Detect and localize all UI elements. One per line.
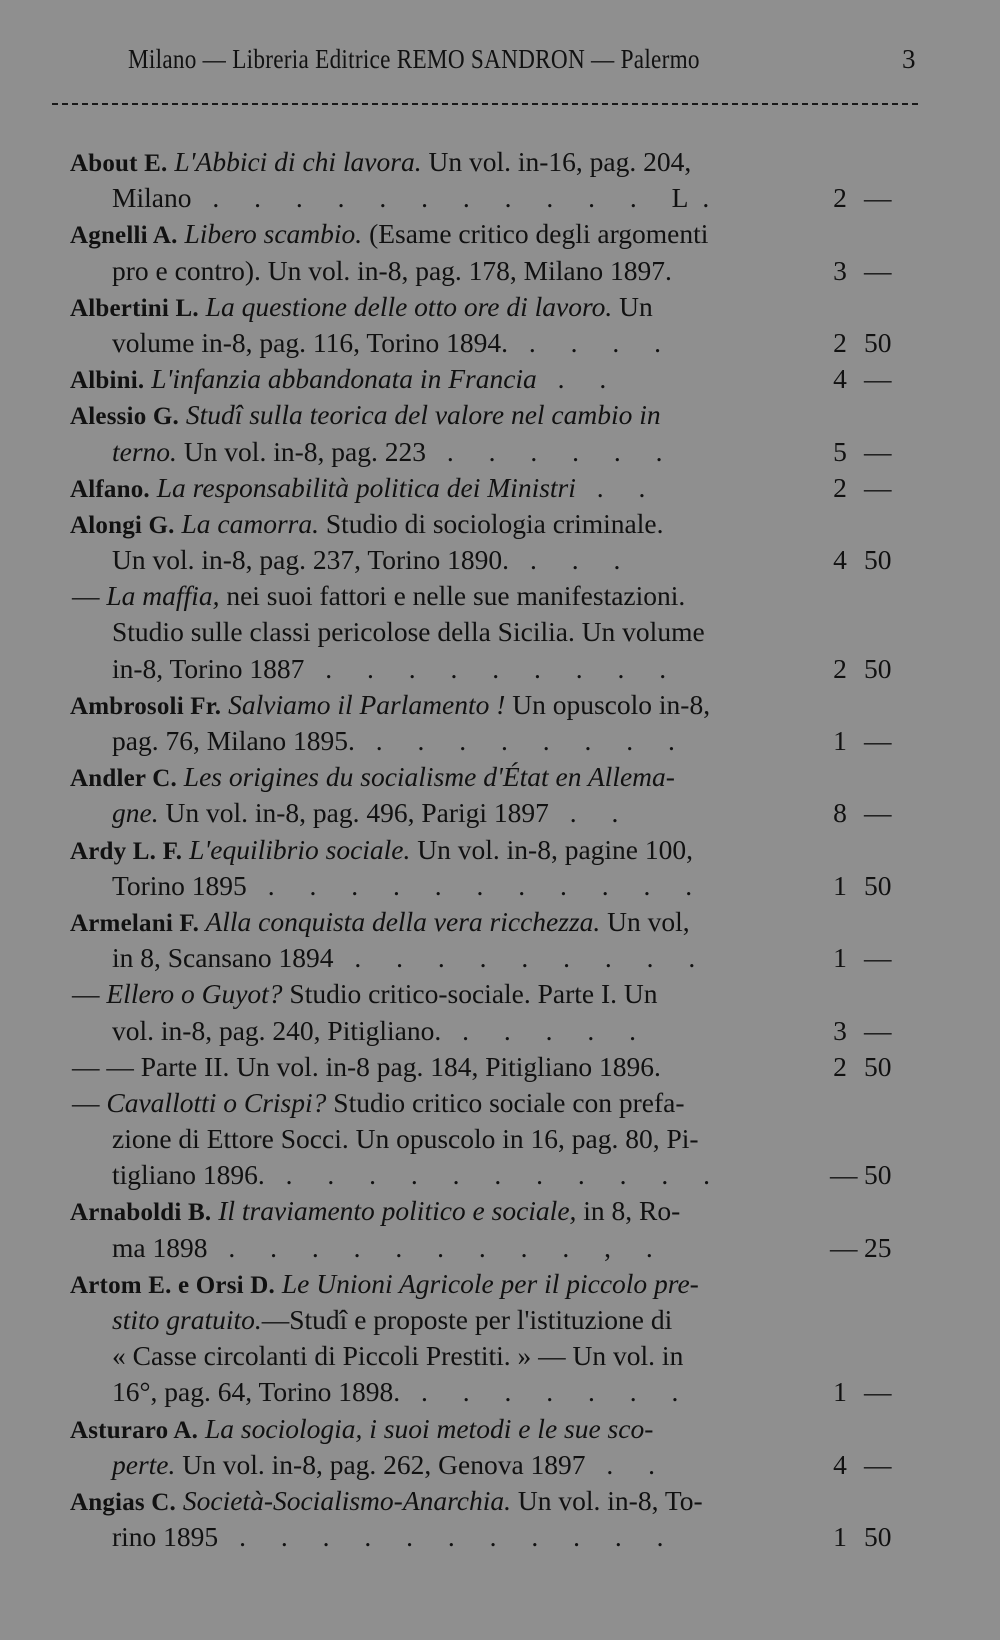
entry-text: in 8, Scansano 1894 [112,942,334,974]
book-title: La maffia, [106,580,220,612]
catalog-line [0,1304,1000,1340]
catalog-line [0,544,1000,580]
line-text [112,1376,692,1408]
line-text [72,978,658,1010]
book-title: La camorra. [174,507,319,539]
catalog-line [0,1485,1000,1521]
catalog-line [0,689,1000,725]
author-name: Alessio G. [70,403,179,431]
price-lire: 1 [833,1521,847,1553]
entry-text: — [72,580,107,612]
price-lire: 1 [833,1376,847,1408]
entry-text: Milano [112,182,192,214]
line-text [72,1051,661,1083]
book-title: L'equilibrio sociale. [182,833,411,865]
entry-text: —Studî e proposte per l'istituzione di [261,1304,673,1335]
entry-text: Un opuscolo in-8, [505,688,711,720]
catalog-line [0,834,1000,870]
price-lire: 2 [833,182,847,214]
leader-dots: . . . . . . . . . [333,942,710,974]
catalog-line [0,399,1000,435]
entry-text: (Esame critico degli argomenti [362,218,709,250]
catalog-line [0,472,1000,508]
line-text [112,327,675,359]
line-text [112,1015,650,1047]
price-lire: 2 [833,471,847,503]
catalog-line [0,906,1000,942]
catalog-line [0,942,1000,978]
line-text [72,1087,685,1119]
price-lire: — [830,1159,858,1191]
book-title: La responsabilità politica dei Ministri [149,471,576,503]
catalog-line [0,616,1000,652]
leader-dots: . . . . . . . . [354,725,689,756]
book-title: Il traviamento politico e sociale, [211,1195,577,1227]
price-centesimi: 50 [864,1159,892,1191]
book-title: La questione delle otto ore di lavoro. [198,290,613,322]
price-centesimi: 50 [864,1050,892,1082]
entry-text: « Casse circolanti di Piccoli Prestiti. » — Un vol. in [112,1340,684,1372]
line-text [112,1521,677,1553]
catalog-line [0,327,1000,363]
line-text [112,942,709,974]
price-lire: 3 [833,1014,847,1046]
price-centesimi: 50 [864,544,892,576]
catalog-line [0,1051,1000,1087]
book-title: Cavallotti o Crispi? [106,1086,327,1118]
entry-text: — [72,1086,107,1118]
entry-text: — — Parte II. Un vol. in-8 pag. 184, Pitigliano 1896. [72,1050,661,1082]
catalog-line [0,146,1000,182]
book-title: L'Abbici di chi lavora. [167,146,422,177]
price-centesimi: 50 [864,652,892,684]
author-name: About E. [70,150,168,177]
entry-text: nei suoi fattori e nelle sue manifestazioni. [219,580,686,612]
price-lire: 1 [833,869,847,901]
price-centesimi: — [864,1376,892,1408]
leader-dots: . . . . . . . . . , . [207,1231,667,1263]
entry-text: Un vol, [600,905,690,937]
price-lire: 4 [833,363,847,395]
author-name: Alongi G. [70,511,175,539]
page-number: 3 [902,44,916,74]
book-title: Les origines du socialisme d'État en Allema- [176,761,675,793]
book-title: terno. [112,435,177,467]
catalog-line [0,182,1000,218]
author-name: Artom E. e Orsi D. [70,1271,275,1299]
catalog-line [0,291,1000,327]
line-text [70,1195,680,1227]
line-text [70,291,653,323]
line-text [70,218,708,250]
line-text [112,725,689,757]
line-text [70,1485,703,1517]
author-name: Angias C. [70,1488,176,1516]
leader-dots: . . . . . . . . . . . [246,869,707,901]
book-title: stito gratuito. [112,1304,262,1335]
price-centesimi: — [864,1448,892,1480]
line-text [112,255,672,287]
catalog-line [0,218,1000,254]
author-name: Ambrosoli Fr. [70,692,222,720]
catalog-line [0,1087,1000,1123]
line-text [70,906,690,938]
author-name: Albertini L. [70,294,199,322]
author-name: Alfano. [70,475,150,503]
price-lire: 3 [833,254,847,286]
entry-text: Un vol. in-8, pag. 262, Genova 1897 [175,1448,586,1480]
price-centesimi: — [864,797,892,829]
catalog-line [0,1413,1000,1449]
price-centesimi: 50 [864,1521,892,1553]
line-text [112,1340,683,1372]
catalog-line [0,797,1000,833]
price-centesimi: — [864,435,892,467]
entry-text: Studio critico sociale con prefa- [326,1086,685,1118]
line-text [112,1123,699,1155]
price-lire: — [830,1231,858,1263]
catalog-line [0,1195,1000,1231]
price-centesimi: — [864,471,892,503]
leader-dots: . . . . . . . . . . . [218,1521,678,1553]
catalog-line [0,761,1000,797]
leader-dots: . . [585,1448,670,1480]
price-lire: 8 [833,797,847,829]
line-text [112,1449,669,1481]
line-text [112,616,705,648]
leader-dots: . . . . . . . . . . . L. [191,182,724,214]
catalog-line [0,1015,1000,1051]
entry-text: Un [612,290,653,322]
book-title: Alla conquista della vera ricchezza. [199,905,601,937]
line-text [70,363,620,395]
catalog-line [0,1123,1000,1159]
book-title: gne. [112,797,159,829]
catalog-line [0,436,1000,472]
line-text [70,761,675,793]
entry-text: tigliano 1896. [112,1159,265,1191]
line-text [70,1268,699,1300]
author-name: Andler C. [70,765,177,793]
book-title: Le Unioni Agricole per il piccolo pre- [274,1267,699,1299]
price-lire: 2 [833,326,847,358]
entry-text: Un vol. in-8, pagine 100, [410,833,693,865]
entry-text: volume in-8, pag. 116, Torino 1894. [112,326,509,358]
price-centesimi: — [864,254,892,286]
price-centesimi: 25 [864,1231,892,1263]
line-text [112,436,676,468]
author-name: Arnaboldi B. [70,1199,212,1227]
line-text [70,834,693,866]
book-title: L'infanzia abbandonata in Francia [144,363,537,395]
price-centesimi: — [864,182,892,214]
entry-text: 16°, pag. 64, Torino 1898. [112,1376,401,1408]
entry-text: Un vol. in-16, pag. 204, [421,146,692,177]
line-text [112,870,706,902]
catalog-line [0,1340,1000,1376]
entry-text: Un vol. in-8, To- [511,1484,703,1516]
entry-text: Un vol. in-8, pag. 496, Parigi 1897 [158,797,549,829]
line-text [112,1159,724,1191]
author-name: Asturaro A. [70,1416,199,1444]
entry-text: Studio critico-sociale. Parte I. Un [282,978,658,1010]
catalog-line [0,1268,1000,1304]
entry-text: zione di Ettore Socci. Un opuscolo in 16, pag. 80, Pi- [112,1123,699,1155]
leader-dots: . . . . . . . . . . . [264,1159,725,1191]
leader-dots: . . . . . . . [400,1376,693,1408]
catalog-line [0,363,1000,399]
entry-text: Un vol. in-8, pag. 237, Torino 1890. [112,544,510,576]
line-text [70,472,659,504]
leader-dots: . . [575,471,660,503]
catalog-line [0,870,1000,906]
catalog-line [0,580,1000,616]
book-title: Salviamo il Parlamento ! [221,688,506,720]
entry-text: Studio sulle classi pericolose della Sicilia. Un volume [112,616,705,648]
book-title: Studî sulla teorica del valore nel cambio in [178,399,661,431]
entry-text: vol. in-8, pag. 240, Pitigliano. [112,1014,442,1046]
book-title: Libero scambio. [177,218,363,250]
catalog-line [0,508,1000,544]
entry-text: Torino 1895 [112,869,247,901]
catalog-entries [0,146,1000,1557]
price-centesimi: — [864,1014,892,1046]
entry-text: ma 1898 [112,1231,208,1263]
price-centesimi: 50 [864,869,892,901]
line-text [112,797,632,829]
price-centesimi: — [864,725,892,756]
catalog-line [0,725,1000,761]
book-title: La sociologia, i suoi metodi e le sue sco- [198,1412,654,1444]
entry-text: — [72,978,107,1010]
author-name: Agnelli A. [70,222,178,250]
leader-dots: . . . . . . . . . [304,652,681,684]
price-lire: 4 [833,1448,847,1480]
price-centesimi: 50 [864,326,892,358]
entry-text: in 8, Ro- [576,1195,681,1227]
running-header [128,44,928,84]
entry-text: Un vol. in-8, pag. 223 [176,435,426,467]
price-lire: 1 [833,942,847,974]
book-title: Ellero o Guyot? [106,978,283,1010]
line-text [112,1232,667,1264]
leader-dots: . . . . [508,326,676,358]
price-lire: 1 [833,725,847,756]
line-text [70,508,663,540]
catalog-line [0,1159,1000,1195]
leader-dots: . . . . . [441,1014,650,1046]
entry-text: in-8, Torino 1887 [112,652,305,684]
price-centesimi: — [864,942,892,974]
book-title: perte. [112,1448,176,1480]
line-text [112,1304,672,1336]
catalog-line [0,653,1000,689]
catalog-line [0,978,1000,1014]
line-text [112,182,723,214]
author-name: Albini. [70,367,145,395]
leader-dots: . . [548,797,633,829]
catalog-line [0,1232,1000,1268]
catalog-line [0,1376,1000,1412]
leader-dots: . . . . . . [425,435,677,467]
price-lire: 2 [833,1050,847,1082]
publisher-header: Milano — Libreria Editrice REMO SANDRON — Palermo [128,44,700,74]
entry-text: Studio di sociologia criminale. [319,507,664,539]
line-text [70,146,691,178]
leader-dots: . . [536,363,621,395]
line-text [70,1413,653,1445]
entry-text: rino 1895 [112,1521,219,1553]
author-name: Armelani F. [70,909,200,937]
book-title: Società-Socialismo-Anarchia. [176,1484,512,1516]
line-text [112,544,634,576]
line-text [70,399,661,431]
price-lire: 2 [833,652,847,684]
price-lire: 5 [833,435,847,467]
catalog-line [0,255,1000,291]
author-name: Ardy L. F. [70,837,183,865]
line-text [70,689,710,721]
line-text [112,653,680,685]
entry-text: pro e contro). Un vol. in-8, pag. 178, Milano 1897. [112,254,672,286]
catalog-line [0,1521,1000,1557]
price-centesimi: — [864,363,892,395]
line-text [72,580,685,612]
catalog-line [0,1449,1000,1485]
leader-dots: . . . [509,544,635,576]
entry-text: pag. 76, Milano 1895. [112,725,355,756]
price-lire: 4 [833,544,847,576]
header-rule [52,103,918,105]
